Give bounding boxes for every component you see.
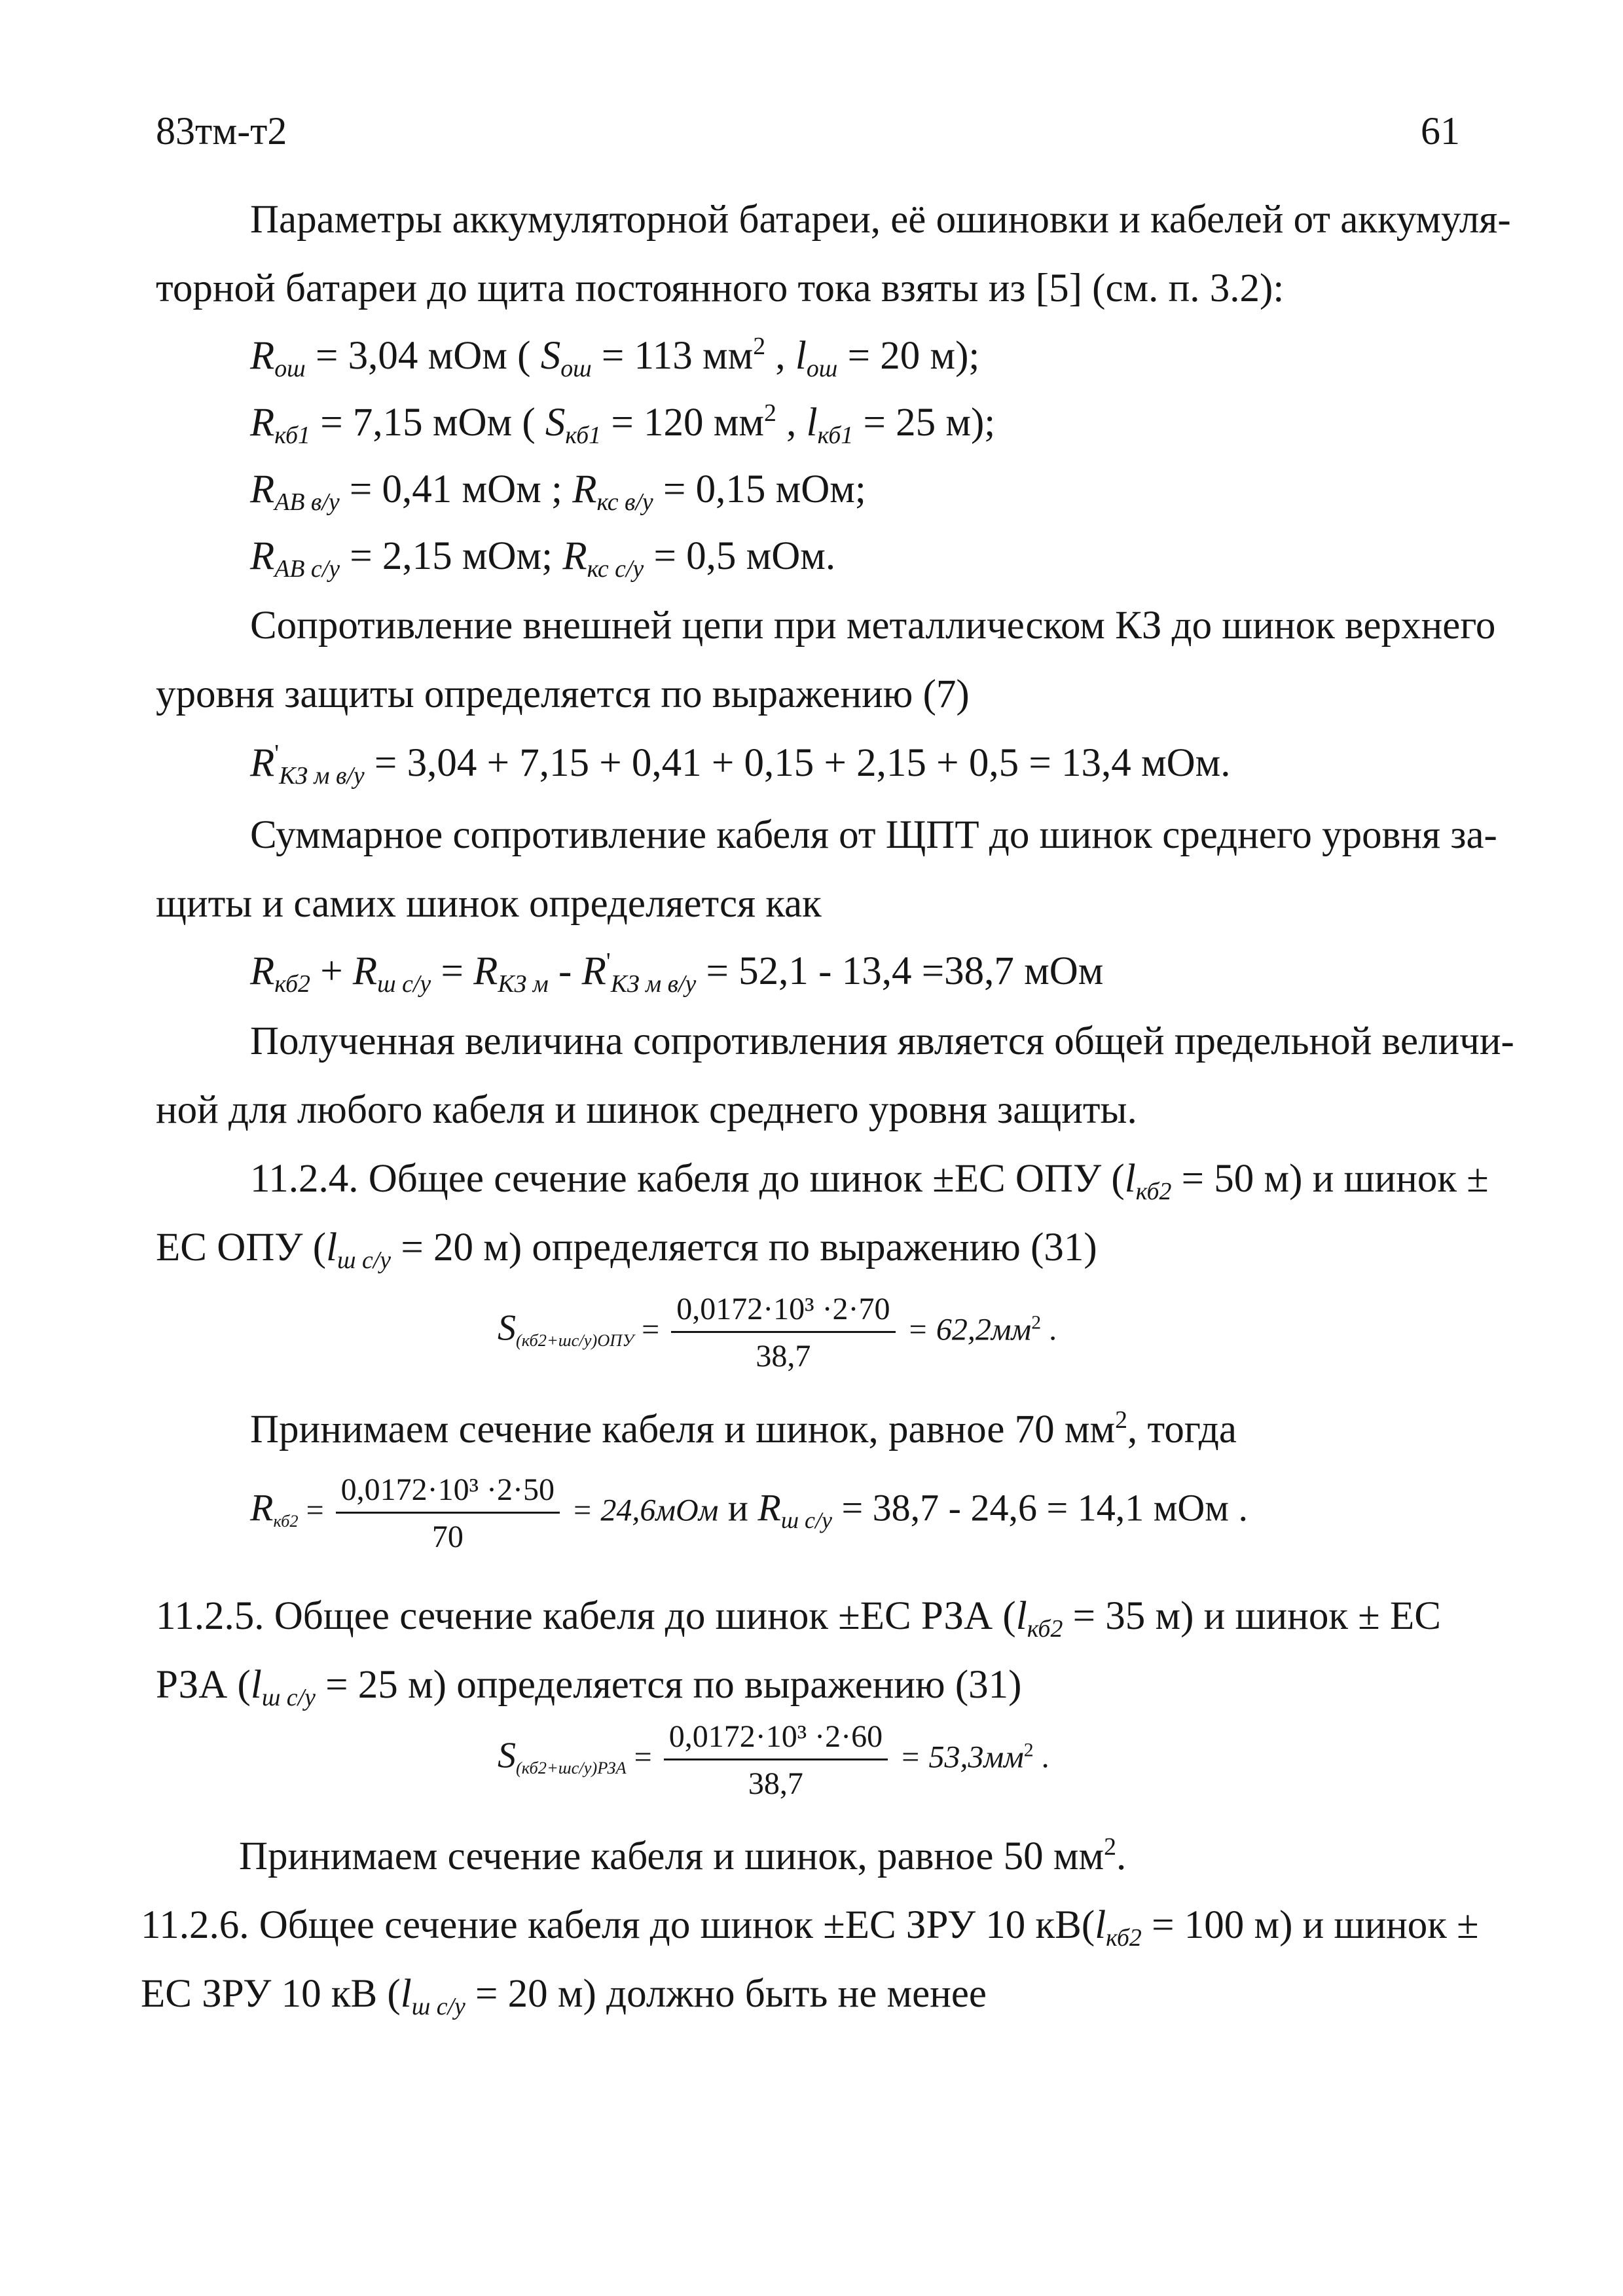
equation-s-rza [498, 1719, 1049, 1802]
result: = 24,6мОм [564, 1493, 719, 1528]
subscript: ш с/у [411, 1993, 465, 2021]
symbol: R [352, 949, 378, 993]
text: - [548, 949, 582, 993]
text: Принимаем сечение кабеля и шинок, равное 70 мм [250, 1408, 1116, 1451]
numerator: 0,0172·10³ ·2·60 [664, 1719, 888, 1760]
equals: = [298, 1493, 332, 1528]
subscript: кб1 [817, 422, 854, 450]
text: . [1041, 1312, 1057, 1347]
text: . [1116, 1834, 1127, 1878]
subscript: AB с/у [274, 555, 340, 583]
numerator: 0,0172·10³ ·2·50 [336, 1472, 560, 1514]
subscript: кб1 [565, 422, 602, 450]
superscript: 2 [753, 333, 766, 361]
subscript: ош [560, 355, 592, 383]
subscript: ш с/у [337, 1247, 392, 1275]
result: = 62,2мм [899, 1312, 1032, 1347]
text: 11.2.5. Общее сечение кабеля до шинок ±ЕС РЗА ( [156, 1594, 1016, 1638]
accept-50-sentence [239, 1833, 1126, 1880]
symbol: R [250, 1486, 274, 1529]
text: 11.2.4. Общее сечение кабеля до шинок ±ЕС ОПУ ( [250, 1157, 1125, 1201]
text: = 3,04 мОм ( [305, 334, 541, 378]
doc-code: 83тм-т2 [156, 109, 287, 153]
symbol: R [250, 401, 275, 445]
subscript: кб2 [1106, 1924, 1142, 1952]
text: и [718, 1486, 758, 1529]
symbol: R [562, 534, 587, 578]
text: = 50 м) и шинок ± [1171, 1157, 1489, 1201]
section-11-2-6-line-1 [141, 1902, 1479, 1952]
text: = 3,04 + 7,15 + 0,41 + 0,15 + 2,15 + 0,5 = 13,4 мОм. [364, 741, 1231, 785]
symbol: l [806, 401, 818, 445]
text: , тогда [1127, 1408, 1237, 1451]
fraction [671, 1291, 895, 1374]
symbol: l [400, 1972, 412, 2016]
text: 11.2.6. Общее сечение кабеля до шинок ±ЕС ЗРУ 10 кВ( [141, 1903, 1095, 1947]
param-r-kb1 [250, 399, 996, 450]
text: = 52,1 - 13,4 =38,7 мОм [696, 949, 1104, 993]
symbol: R [757, 1486, 781, 1529]
symbol: R [250, 467, 275, 511]
symbol: S [498, 1735, 516, 1776]
subscript: ш с/у [261, 1684, 316, 1712]
denominator: 38,7 [756, 1339, 811, 1374]
symbol: R [473, 949, 498, 993]
symbol: R [250, 741, 275, 785]
symbol: R [581, 949, 606, 993]
paragraph-1-line-1: Параметры аккумуляторной батареи, её ошиновки и кабелей от аккумуля- [250, 198, 1511, 242]
prime: ' [606, 948, 611, 976]
prime: ' [274, 740, 280, 768]
equals: = [634, 1312, 668, 1347]
subscript: кс с/у [587, 555, 644, 583]
text: ЕС ОПУ ( [156, 1226, 327, 1269]
subscript: кб2 [1135, 1178, 1172, 1206]
text: = 38,7 - 24,6 = 14,1 мОм . [831, 1486, 1248, 1529]
section-11-2-5-line-2 [156, 1662, 1022, 1712]
subscript: ш с/у [780, 1507, 832, 1534]
subscript: (кб2+шс/у)РЗА [516, 1757, 627, 1777]
superscript: 2 [1023, 1739, 1034, 1761]
subscript: кс в/у [596, 488, 653, 517]
paragraph-2-line-1: Сопротивление внешней цепи при металлическом КЗ до шинок верхнего [250, 604, 1496, 647]
subscript: кб1 [274, 422, 310, 450]
paragraph-2-line-2: уровня защиты определяется по выражению (7) [156, 672, 970, 716]
accept-70-sentence [250, 1406, 1237, 1453]
text: = 25 м); [853, 401, 996, 445]
symbol: l [1095, 1903, 1106, 1947]
section-11-2-6-line-2 [141, 1971, 987, 2021]
denominator: 70 [431, 1520, 464, 1554]
text: = 113 мм [591, 334, 754, 378]
fraction [336, 1472, 560, 1555]
subscript: AB в/у [274, 488, 340, 517]
text: РЗА ( [156, 1663, 251, 1707]
superscript: 2 [1115, 1406, 1127, 1434]
text: Принимаем сечение кабеля и шинок, равное 50 мм [239, 1834, 1104, 1878]
equation-sum-resistance [250, 948, 1104, 998]
symbol: R [250, 949, 275, 993]
paragraph-1-line-2: торной батареи до щита постоянного тока взяты из [5] (см. п. 3.2): [156, 266, 1285, 310]
subscript: ош [806, 355, 838, 383]
symbol: l [250, 1663, 262, 1707]
subscript: КЗ м в/у [279, 762, 365, 790]
symbol: R [250, 534, 275, 578]
text: = 2,15 мОм; [340, 534, 563, 578]
symbol: S [540, 334, 561, 378]
text: = 100 м) и шинок ± [1141, 1903, 1479, 1947]
denominator: 38,7 [748, 1766, 803, 1801]
result: = 53,3мм [892, 1740, 1024, 1775]
paragraph-4-line-2: ной для любого кабеля и шинок среднего уровня защиты. [156, 1088, 1137, 1132]
symbol: R [250, 334, 275, 378]
subscript: КЗ м в/у [610, 970, 697, 998]
numerator: 0,0172·10³ ·2·70 [671, 1291, 895, 1333]
paragraph-4-line-1: Полученная величина сопротивления является общей предельной величи- [250, 1019, 1514, 1063]
section-11-2-5-line-1 [156, 1593, 1441, 1643]
text: = 20 м); [837, 334, 980, 378]
symbol: l [326, 1226, 338, 1269]
superscript: 2 [1104, 1833, 1116, 1861]
symbol: R [572, 467, 597, 511]
text: = 20 м) определяется по выражению (31) [391, 1226, 1097, 1269]
equation-r-kb2 [250, 1472, 1248, 1555]
symbol: S [498, 1307, 516, 1349]
superscript: 2 [1031, 1311, 1042, 1334]
superscript: 2 [763, 399, 776, 428]
subscript: КЗ м [498, 970, 549, 998]
text: , [776, 401, 807, 445]
param-r-ab-su [250, 533, 836, 583]
text: = 0,15 мОм; [653, 467, 866, 511]
paragraph-3-line-2: щиты и самих шинок определяется как [156, 882, 822, 926]
paragraph-3-line-1: Суммарное сопротивление кабеля от ЩПТ до шинок среднего уровня за- [250, 813, 1497, 857]
section-11-2-4-line-2 [156, 1224, 1097, 1275]
text: = [431, 949, 474, 993]
subscript: (кб2+шс/у)ОПУ [516, 1330, 634, 1350]
text: + [310, 949, 353, 993]
equation-r-kz [250, 740, 1231, 790]
section-11-2-4-line-1 [250, 1156, 1489, 1206]
equals: = [626, 1740, 660, 1775]
text: , [765, 334, 795, 378]
text: = 7,15 мОм ( [310, 401, 545, 445]
text: = 25 м) определяется по выражению (31) [315, 1663, 1022, 1707]
symbol: l [1015, 1594, 1027, 1638]
subscript: кб2 [273, 1510, 299, 1531]
param-r-osh [250, 333, 980, 383]
page-number: 61 [1421, 109, 1460, 153]
symbol: l [1124, 1157, 1136, 1201]
text: ЕС ЗРУ 10 кВ ( [141, 1972, 401, 2016]
subscript: кб2 [274, 970, 310, 998]
param-r-ab-vu [250, 466, 866, 517]
subscript: ш с/у [377, 970, 431, 998]
text: = 0,5 мОм. [644, 534, 836, 578]
symbol: l [795, 334, 807, 378]
text: = 20 м) должно быть не менее [465, 1972, 987, 2016]
symbol: S [545, 401, 566, 445]
equation-s-opu [498, 1291, 1057, 1374]
text: = 35 м) и шинок ± ЕС [1063, 1594, 1441, 1638]
fraction [664, 1719, 888, 1802]
text: = 120 мм [601, 401, 764, 445]
subscript: ош [274, 355, 306, 383]
text: = 0,41 мОм ; [339, 467, 573, 511]
subscript: кб2 [1027, 1615, 1063, 1643]
text: . [1033, 1740, 1049, 1775]
